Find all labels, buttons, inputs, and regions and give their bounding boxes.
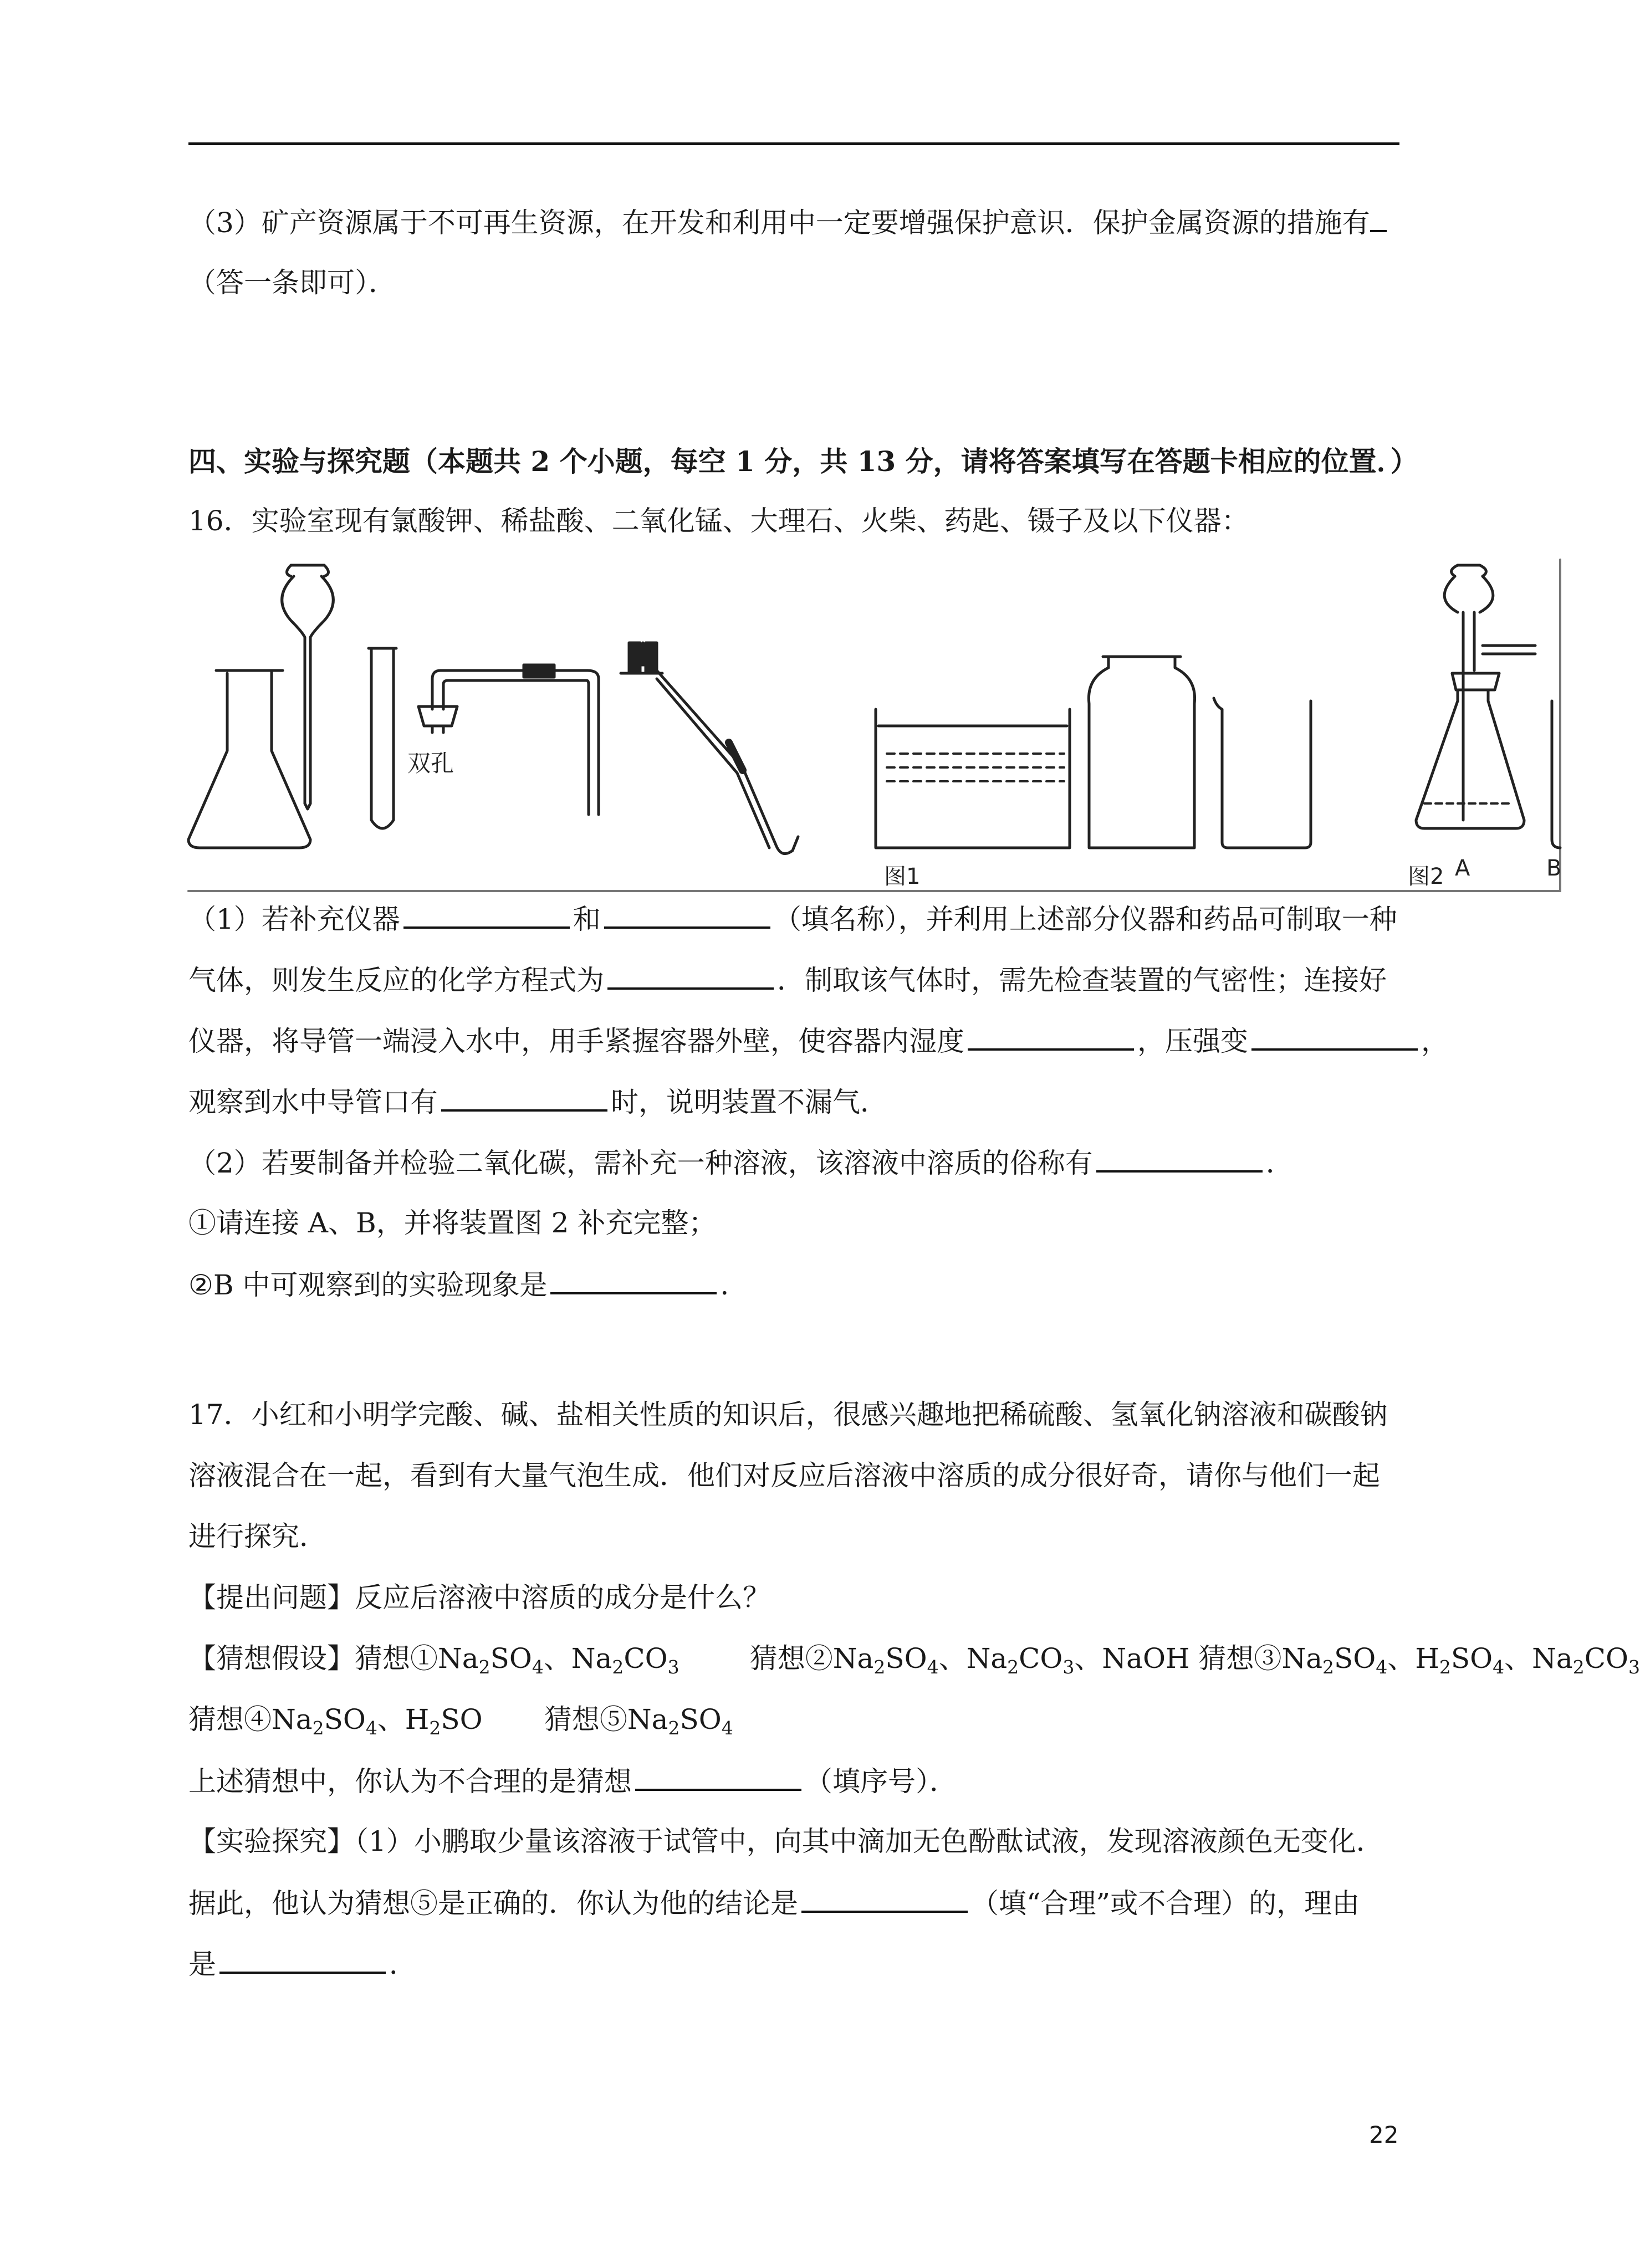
answer-blank[interactable] [607, 960, 774, 990]
q17-line1: 17．小红和小明学完酸、碱、盐相关性质的知识后，很感兴趣地把稀硫酸、氢氧化钠溶液和碳酸钠 [188, 1399, 1388, 1431]
apparatus-b-beaker [1552, 701, 1560, 848]
q17-experiment-line1: 【实验探究】（1）小鹏取少量该溶液于试管中，向其中滴加无色酚酞试液，发现溶液颜色无变化． [188, 1825, 1384, 1857]
q15-3-line1: （3）矿产资源属于不可再生资源，在开发和利用中一定要增强保护意识．保护金属资源的措施有 [188, 202, 1408, 242]
conical-flask [188, 670, 310, 848]
q17-line2: 溶液混合在一起，看到有大量气泡生成．他们对反应后溶液中溶质的成分很好奇，请你与他们一起 [188, 1460, 1380, 1492]
gas-collecting-bottle [1089, 657, 1194, 848]
answer-blank[interactable] [1096, 1143, 1263, 1173]
answer-blank[interactable] [441, 1082, 607, 1112]
answer-blank[interactable] [968, 1021, 1134, 1051]
separatory-funnel [282, 565, 334, 809]
caption-figure-1: 图1 [884, 864, 921, 889]
q17-experiment-line3: 是 ． [188, 1944, 1408, 1984]
apparatus-a [1416, 565, 1535, 828]
section-4-heading: 四、实验与探究题（本题共 2 个小题，每空 1 分，共 13 分，请将答案填写在答题卡相应的位置．） [188, 445, 1418, 478]
answer-blank[interactable] [1251, 1021, 1418, 1051]
answer-blank[interactable] [801, 1883, 968, 1913]
q17-question: 【提出问题】反应后溶液中溶质的成分是什么？ [188, 1581, 770, 1614]
double-hole-stopper [418, 665, 599, 815]
q16-2-line2: ①请连接 A、B，并将装置图 2 补充完整； [188, 1207, 717, 1239]
answer-blank[interactable] [635, 1761, 801, 1791]
answer-blank[interactable] [550, 1264, 717, 1294]
q16-1-line2: 气体，则发生反应的化学方程式为 ．制取该气体时，需先检查装置的气密性；连接好 [188, 960, 1408, 1000]
q16-1-line3: 仪器，将导管一端浸入水中，用手紧握容器外壁，使容器内湿度 ，压强变 ， [188, 1021, 1408, 1061]
q17-hypotheses-line2: 猜想$④Na_2SO_4$、$H_2SO$ 猜想$⑤Na_2SO_4$ [188, 1703, 733, 1739]
q16-1-line4: 观察到水中导管口有 时，说明装置不漏气． [188, 1082, 1408, 1122]
apparatus-figure [188, 560, 1567, 892]
answer-blank[interactable] [604, 899, 770, 929]
bent-delivery-tube [621, 643, 798, 854]
water-trough [876, 709, 1070, 848]
q17-unreasonable: 上述猜想中，你认为不合理的是猜想 （填序号）． [188, 1761, 1408, 1801]
caption-figure-2: 图2 [1408, 864, 1444, 889]
q17-experiment-line2: 据此，他认为猜想⑤是正确的．你认为他的结论是 （填“合理”或不合理）的，理由 [188, 1883, 1408, 1923]
q16-1-line1: （1）若补充仪器 和 （填名称），并利用上述部分仪器和药品可制取一种 [188, 899, 1408, 939]
q15-3-line2: （答一条即可）． [188, 267, 396, 299]
answer-blank[interactable] [403, 899, 570, 929]
label-a: A [1455, 856, 1470, 881]
q16-2-line1: （2）若要制备并检验二氧化碳，需补充一种溶液，该溶液中溶质的俗称有 ． [188, 1143, 1408, 1182]
label-double-hole: 双孔 [407, 750, 454, 777]
q17-line3: 进行探究． [188, 1520, 327, 1553]
label-b: B [1546, 856, 1562, 881]
answer-blank[interactable] [1370, 202, 1387, 232]
beaker-empty [1214, 698, 1311, 848]
q16-2-line3: ②B 中可观察到的实验现象是 ． [188, 1264, 1408, 1304]
header-rule [188, 142, 1399, 145]
q16-stem: 16．实验室现有氯酸钾、稀盐酸、二氧化锰、大理石、火柴、药匙、镊子及以下仪器： [188, 505, 1249, 537]
answer-blank[interactable] [219, 1944, 386, 1974]
test-tube [369, 648, 396, 828]
q17-hypotheses-line1: 【猜想假设】猜想$①Na_2SO_4$、$Na_2CO_3$ 猜想$②Na_2SO_4$、$Na_2CO_3$、NaOH 猜想$③Na_2SO_4$、$H_2SO_4$、$Na_2CO_3$ [188, 1642, 1640, 1678]
page-number: 22 [1369, 2121, 1399, 2148]
